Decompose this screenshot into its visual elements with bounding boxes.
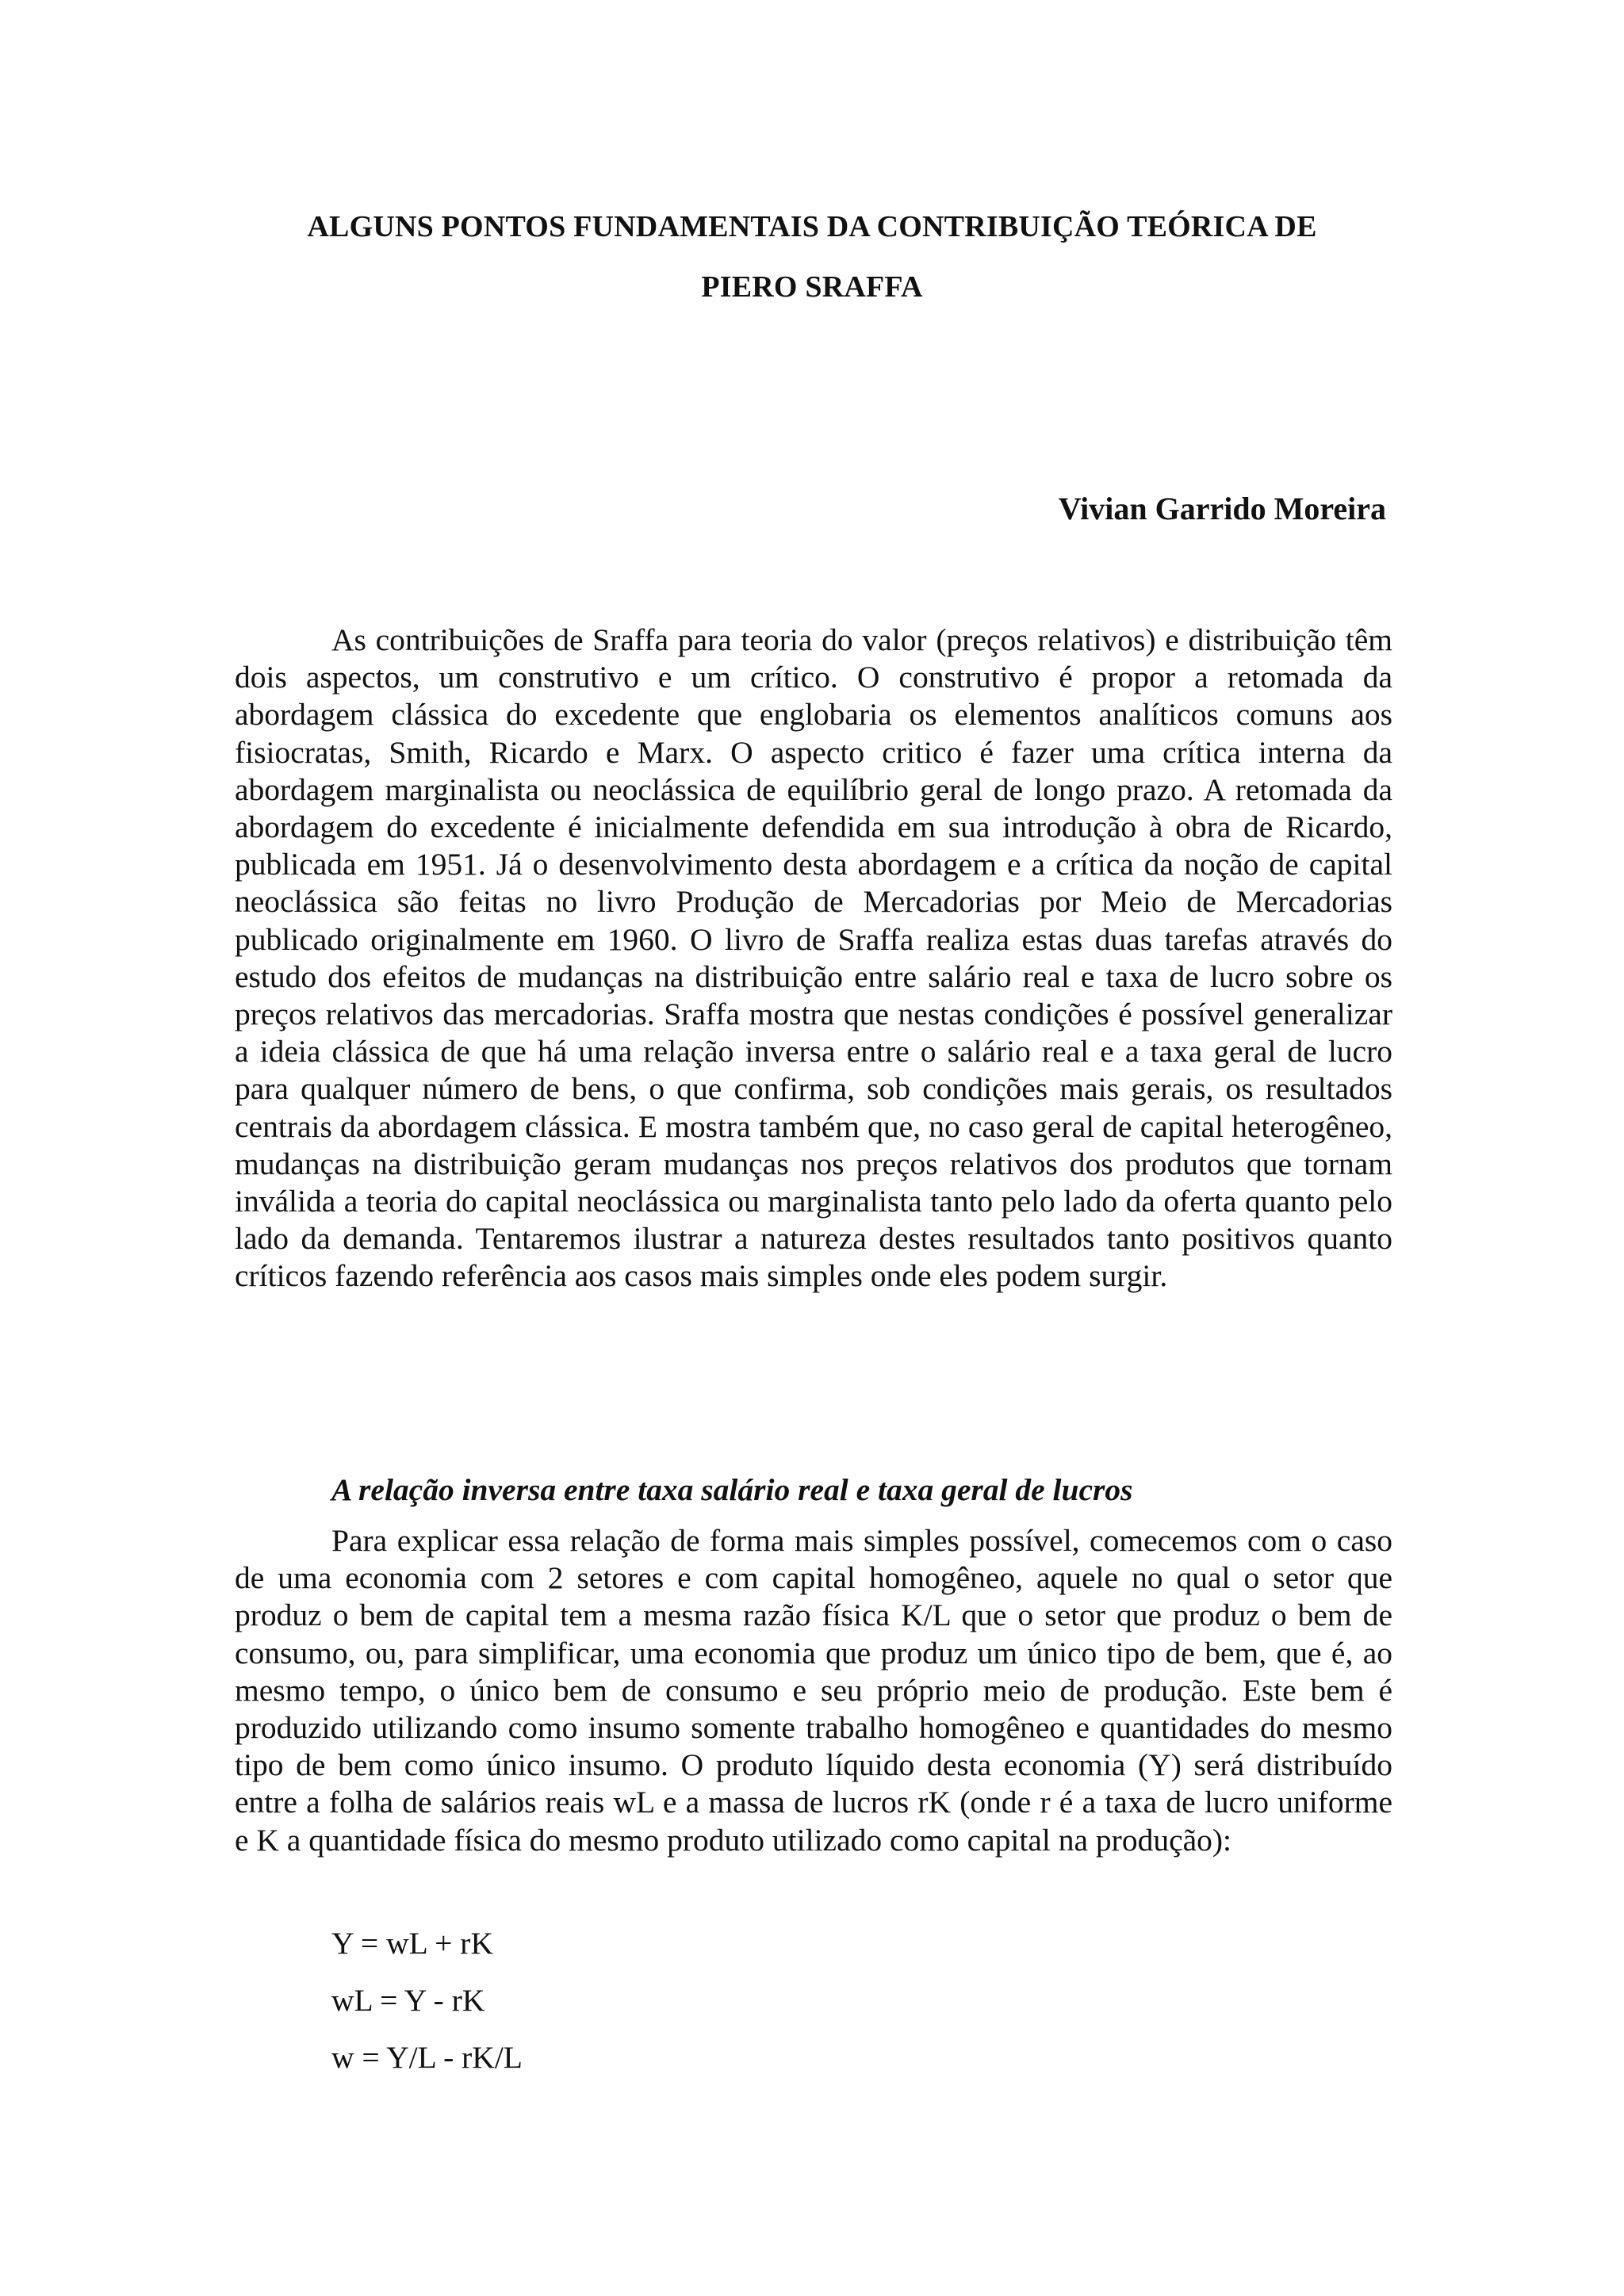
equation: w = Y/L - rK/L: [331, 2040, 523, 2075]
author-name: Vivian Garrido Moreira: [1058, 491, 1386, 526]
equation: wL = Y - rK: [331, 1983, 485, 2018]
section-paragraph: Para explicar essa relação de forma mais simples possível, comecemos com o caso de uma economia com 2 setores e com capital homogêneo, aquele no qual o setor que produz o bem de capital tem a mesma razão física K/L que o setor que produz o bem de consumo, ou, para simplificar, uma economia que produz um único tipo de bem, que é, ao mesmo tempo, o único bem de consumo e seu próprio meio de produção. Este bem é produzido utilizando como insumo somente trabalho homogêneo e quantidades do mesmo tipo de bem como único insumo. O produto líquido desta economia (Y) será distribuído entre a folha de salários reais wL e a massa de lucros rK (onde r é a taxa de lucro uniforme e K a quantidade física do mesmo produto utilizado como capital na produção):: [235, 1523, 1392, 1858]
section-heading: A relação inversa entre taxa salário real e taxa geral de lucros: [331, 1472, 1133, 1507]
equation: Y = wL + rK: [331, 1926, 493, 1961]
title-line-1: ALGUNS PONTOS FUNDAMENTAIS DA CONTRIBUIÇÃO TEÓRICA DE: [307, 210, 1317, 243]
title-line-2: PIERO SRAFFA: [701, 270, 923, 304]
intro-paragraph: As contribuições de Sraffa para teoria do valor (preços relativos) e distribuição têm dois aspectos, um construtivo e um crítico. O construtivo é propor a retomada da abordagem clássica do excedente que englobaria os elementos analíticos comuns aos fisiocratas, Smith, Ricardo e Marx. O aspecto critico é fazer uma crítica interna da abordagem marginalista ou neoclássica de equilíbrio geral de longo prazo. A retomada da abordagem do excedente é inicialmente defendida em sua introdução à obra de Ricardo, publicada em 1951. Já o desenvolvimento desta abordagem e a crítica da noção de capital neoclássica são feitas no livro Produção de Mercadorias por Meio de Mercadorias publicado originalmente em 1960. O livro de Sraffa realiza estas duas tarefas através do estudo dos efeitos de mudanças na distribuição entre salário real e taxa de lucro sobre os preços relativos das mercadorias. Sraffa mostra que nestas condições é possível generalizar a ideia clássica de que há uma relação inversa entre o salário real e a taxa geral de lucro para qualquer número de bens, o que confirma, sob condições mais gerais, os resultados centrais da abordagem clássica. E mostra também que, no caso geral de capital heterogêneo, mudanças na distribuição geram mudanças nos preços relativos dos produtos que tornam inválida a teoria do capital neoclássica ou marginalista tanto pelo lado da oferta quanto pelo lado da demanda. Tentaremos ilustrar a natureza destes resultados tanto positivos quanto críticos fazendo referência aos casos mais simples onde eles podem surgir.: [235, 622, 1392, 1294]
